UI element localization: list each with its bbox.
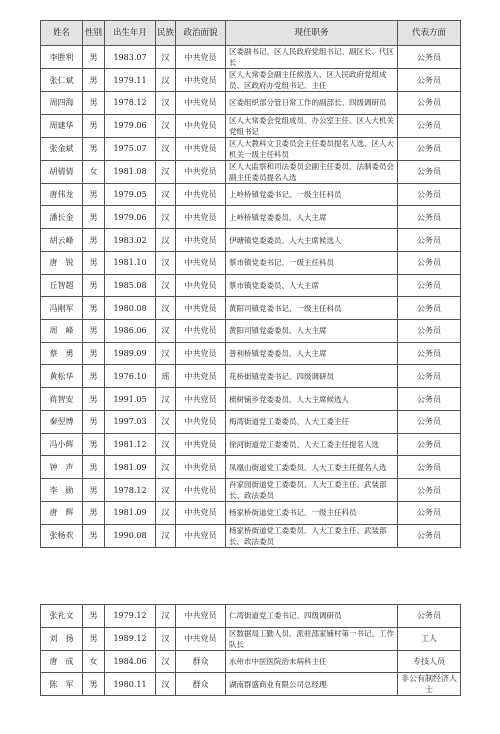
- cell-ethnicity: 汉: [156, 92, 176, 115]
- cell-ethnicity: 汉: [156, 605, 176, 628]
- cell-birth: 1979.05: [105, 183, 156, 206]
- cell-sex: 男: [83, 388, 105, 411]
- table-row: [41, 456, 461, 479]
- cell-duty: 徐河街道党工委委员、人大工委主任提名人选: [226, 433, 398, 456]
- cell-birth: 1981.10: [105, 251, 156, 274]
- cell-sex: 男: [83, 229, 105, 252]
- cell-party: 中共党员: [176, 627, 226, 650]
- cell-party: 中共党员: [176, 46, 226, 69]
- cell-party: 中共党员: [176, 297, 226, 320]
- cell-ethnicity: 瑶: [156, 365, 176, 388]
- cell-birth: 1997.03: [105, 410, 156, 433]
- cell-ethnicity: 汉: [156, 251, 176, 274]
- cell-birth: 1991.05: [105, 388, 156, 411]
- cell-rep: 公务员: [398, 605, 461, 628]
- cell-name: 唐伟龙: [41, 183, 83, 206]
- cell-sex: 男: [83, 297, 105, 320]
- cell-party: 中共党员: [176, 410, 226, 433]
- cell-party: 中共党员: [176, 433, 226, 456]
- cell-party: 中共党员: [176, 92, 226, 115]
- table-row: [41, 479, 461, 502]
- cell-ethnicity: 汉: [156, 114, 176, 137]
- cell-sex: 男: [83, 673, 105, 696]
- cell-party: 中共党员: [176, 251, 226, 274]
- cell-sex: 男: [83, 206, 105, 229]
- cell-duty: 区人大监察和司法委员会副主任委员、法制委员会副主任委员提名人选: [226, 160, 398, 183]
- cell-sex: 男: [83, 251, 105, 274]
- cell-name: 潘长金: [41, 206, 83, 229]
- cell-name: 钟 声: [41, 456, 83, 479]
- cell-birth: 1989.09: [105, 342, 156, 365]
- cell-sex: 男: [83, 410, 105, 433]
- cell-birth: 1981.12: [105, 433, 156, 456]
- cell-name: 张金斌: [41, 137, 83, 160]
- cell-name: 蔡 勇: [41, 342, 83, 365]
- table-row: [41, 297, 461, 320]
- table-row: [41, 342, 461, 365]
- cell-birth: 1983.07: [105, 46, 156, 69]
- cell-sex: 男: [83, 365, 105, 388]
- cell-ethnicity: 汉: [156, 297, 176, 320]
- cell-sex: 男: [83, 137, 105, 160]
- header-sex: 性别: [83, 21, 105, 46]
- cell-duty: 蔡市镇党委书记、一级主任科员: [226, 251, 398, 274]
- table-row: [41, 183, 461, 206]
- cell-name: 周四海: [41, 92, 83, 115]
- cell-rep: 公务员: [398, 46, 461, 69]
- cell-duty: 区委组织部分管日常工作的副部长、四级调研员: [226, 92, 398, 115]
- cell-rep: 公务员: [398, 524, 461, 547]
- table-row: [41, 605, 461, 628]
- cell-duty: 普利桥镇党委委员、人大主席: [226, 342, 398, 365]
- cell-name: 张礼文: [41, 605, 83, 628]
- table-row: [41, 229, 461, 252]
- table-row: [41, 627, 461, 650]
- cell-ethnicity: 汉: [156, 229, 176, 252]
- cell-name: 李胜利: [41, 46, 83, 69]
- cell-name: 冯小辉: [41, 433, 83, 456]
- table-row: [41, 365, 461, 388]
- cell-duty: 区委副书记、区人民政府党组书记、副区长、代区长: [226, 46, 398, 69]
- cell-birth: 1975.07: [105, 137, 156, 160]
- cell-rep: 非公有制经济人士: [398, 673, 461, 696]
- cell-party: 中共党员: [176, 69, 226, 92]
- cell-party: 中共党员: [176, 206, 226, 229]
- cell-duty: 伊塘镇党委委员、人大主席候选人: [226, 229, 398, 252]
- cell-name: 蒋智安: [41, 388, 83, 411]
- table-row: [41, 388, 461, 411]
- cell-name: 唐 锐: [41, 251, 83, 274]
- table-row: [41, 46, 461, 69]
- cell-ethnicity: 汉: [156, 673, 176, 696]
- cell-party: 群众: [176, 673, 226, 696]
- cell-birth: 1990.08: [105, 524, 156, 547]
- cell-sex: 男: [83, 92, 105, 115]
- cell-birth: 1989.12: [105, 627, 156, 650]
- cell-ethnicity: 汉: [156, 479, 176, 502]
- header-duty: 现任职务: [226, 21, 398, 46]
- cell-birth: 1976.10: [105, 365, 156, 388]
- cell-birth: 1978.12: [105, 479, 156, 502]
- cell-rep: 公务员: [398, 183, 461, 206]
- cell-name: 黄松华: [41, 365, 83, 388]
- cell-ethnicity: 汉: [156, 137, 176, 160]
- cell-sex: 男: [83, 320, 105, 343]
- cell-birth: 1980.08: [105, 297, 156, 320]
- cell-ethnicity: 汉: [156, 650, 176, 673]
- cell-ethnicity: 汉: [156, 627, 176, 650]
- cell-birth: 1981.09: [105, 456, 156, 479]
- cell-party: 中共党员: [176, 502, 226, 525]
- cell-party: 中共党员: [176, 183, 226, 206]
- cell-name: 胡倩倩: [41, 160, 83, 183]
- cell-party: 中共党员: [176, 342, 226, 365]
- table-row: [41, 274, 461, 297]
- cell-rep: 公务员: [398, 229, 461, 252]
- cell-rep: 公务员: [398, 92, 461, 115]
- cell-rep: 公务员: [398, 433, 461, 456]
- cell-birth: 1984.06: [105, 650, 156, 673]
- cell-party: 中共党员: [176, 320, 226, 343]
- cell-ethnicity: 汉: [156, 388, 176, 411]
- cell-sex: 男: [83, 46, 105, 69]
- cell-ethnicity: 汉: [156, 342, 176, 365]
- cell-birth: 1979.12: [105, 605, 156, 628]
- cell-name: 唐 成: [41, 650, 83, 673]
- cell-birth: 1986.06: [105, 320, 156, 343]
- cell-name: 丘智超: [41, 274, 83, 297]
- cell-ethnicity: 汉: [156, 160, 176, 183]
- cell-sex: 男: [83, 456, 105, 479]
- table-row: [41, 160, 461, 183]
- cell-birth: 1981.09: [105, 502, 156, 525]
- cell-rep: 工人: [398, 627, 461, 650]
- cell-birth: 1979.06: [105, 114, 156, 137]
- cell-name: 张杨欢: [41, 524, 83, 547]
- cell-name: 秦翌博: [41, 410, 83, 433]
- cell-birth: 1979.06: [105, 206, 156, 229]
- cell-party: 中共党员: [176, 479, 226, 502]
- table-row: [41, 410, 461, 433]
- cell-rep: 公务员: [398, 160, 461, 183]
- cell-name: 胡云峰: [41, 229, 83, 252]
- cell-duty: 黄阳司镇党委委员、人大主席: [226, 320, 398, 343]
- table-row: [41, 524, 461, 547]
- cell-rep: 公务员: [398, 251, 461, 274]
- table-row: [41, 433, 461, 456]
- cell-duty: 花桥街镇党委书记、四级调研员: [226, 365, 398, 388]
- cell-rep: 公务员: [398, 365, 461, 388]
- cell-ethnicity: 汉: [156, 274, 176, 297]
- cell-party: 中共党员: [176, 229, 226, 252]
- cell-sex: 男: [83, 274, 105, 297]
- cell-birth: 1985.08: [105, 274, 156, 297]
- table-row: [41, 320, 461, 343]
- cell-ethnicity: 汉: [156, 410, 176, 433]
- cell-party: 中共党员: [176, 365, 226, 388]
- cell-duty: 肖家园街道党工委委员、人大工委主任、武装部长、政法委员: [226, 479, 398, 502]
- cell-birth: 1983.02: [105, 229, 156, 252]
- cell-sex: 男: [83, 69, 105, 92]
- table-row: [41, 137, 461, 160]
- cell-duty: 区人大常委会党组成员、办公室主任、区人大机关党组书记: [226, 114, 398, 137]
- table-row: [41, 251, 461, 274]
- header-rep: 代表方面: [398, 21, 461, 46]
- cell-rep: 公务员: [398, 206, 461, 229]
- cell-birth: 1979.11: [105, 69, 156, 92]
- cell-sex: 女: [83, 650, 105, 673]
- cell-duty: 杨家桥街道党工委委员、人大工委主任、武装部长、政法委员: [226, 524, 398, 547]
- cell-birth: 1978.12: [105, 92, 156, 115]
- cell-ethnicity: 汉: [156, 433, 176, 456]
- cell-sex: 男: [83, 479, 105, 502]
- cell-name: 唐 辉: [41, 502, 83, 525]
- cell-duty: 凤凰山街道党工委委员、人大工委主任提名人选: [226, 456, 398, 479]
- table-row: [41, 502, 461, 525]
- header-ethnicity: 民族: [156, 21, 176, 46]
- cell-duty: 区数据局工勤人员、派驻邵家铺村第一书记、工作队长: [226, 627, 398, 650]
- cell-rep: 公务员: [398, 320, 461, 343]
- cell-rep: 公务员: [398, 297, 461, 320]
- cell-sex: 男: [83, 114, 105, 137]
- cell-duty: 永州市中医医院治未病科主任: [226, 650, 398, 673]
- cell-party: 群众: [176, 650, 226, 673]
- cell-ethnicity: 汉: [156, 502, 176, 525]
- cell-rep: 公务员: [398, 388, 461, 411]
- cell-name: 李 勋: [41, 479, 83, 502]
- cell-party: 中共党员: [176, 524, 226, 547]
- header-name: 姓名: [41, 21, 83, 46]
- cell-party: 中共党员: [176, 605, 226, 628]
- cell-birth: 1981.08: [105, 160, 156, 183]
- cell-name: 周建华: [41, 114, 83, 137]
- table-row: [41, 114, 461, 137]
- cell-name: 周 峰: [41, 320, 83, 343]
- cell-sex: 男: [83, 433, 105, 456]
- cell-birth: 1980.11: [105, 673, 156, 696]
- cell-duty: 上岭桥镇党委委员、人大主席: [226, 206, 398, 229]
- table-row: [41, 673, 461, 696]
- cell-ethnicity: 汉: [156, 69, 176, 92]
- cell-name: 张仁斌: [41, 69, 83, 92]
- cell-duty: 黄阳司镇党委书记、一级主任科员: [226, 297, 398, 320]
- cell-sex: 女: [83, 160, 105, 183]
- cell-sex: 男: [83, 183, 105, 206]
- cell-duty: 湖南群盛商业有限公司总经理: [226, 673, 398, 696]
- cell-rep: 公务员: [398, 410, 461, 433]
- cell-ethnicity: 汉: [156, 46, 176, 69]
- cell-duty: 仁湾街道党工委书记、四级调研员: [226, 605, 398, 628]
- cell-sex: 男: [83, 627, 105, 650]
- cell-sex: 男: [83, 524, 105, 547]
- cell-duty: 区人大常委会副主任候选人、区人民政府党组成员、区政府办党组书记、主任: [226, 69, 398, 92]
- table-row: [41, 206, 461, 229]
- candidate-table-main: [40, 20, 461, 548]
- cell-party: 中共党员: [176, 274, 226, 297]
- cell-rep: 专技人员: [398, 650, 461, 673]
- cell-rep: 公务员: [398, 69, 461, 92]
- header-party: 政治面貌: [176, 21, 226, 46]
- cell-party: 中共党员: [176, 160, 226, 183]
- cell-sex: 男: [83, 502, 105, 525]
- cell-sex: 男: [83, 342, 105, 365]
- cell-duty: 杨家桥街道党工委书记、一级主任科员: [226, 502, 398, 525]
- table-row: [41, 69, 461, 92]
- cell-rep: 公务员: [398, 342, 461, 365]
- cell-ethnicity: 汉: [156, 456, 176, 479]
- cell-rep: 公务员: [398, 274, 461, 297]
- cell-party: 中共党员: [176, 137, 226, 160]
- cell-duty: 区人大教科文卫委员会主任委员提名人选、区人大机关一级主任科员: [226, 137, 398, 160]
- cell-party: 中共党员: [176, 114, 226, 137]
- cell-ethnicity: 汉: [156, 320, 176, 343]
- cell-name: 陈 军: [41, 673, 83, 696]
- table-row: [41, 650, 461, 673]
- cell-ethnicity: 汉: [156, 524, 176, 547]
- cell-ethnicity: 汉: [156, 183, 176, 206]
- cell-rep: 公务员: [398, 114, 461, 137]
- cell-name: 冯刚军: [41, 297, 83, 320]
- cell-party: 中共党员: [176, 456, 226, 479]
- table-row: [41, 92, 461, 115]
- cell-duty: 蔡市镇党委委员、人大主席: [226, 274, 398, 297]
- cell-name: 刘 扬: [41, 627, 83, 650]
- cell-rep: 公务员: [398, 502, 461, 525]
- cell-ethnicity: 汉: [156, 206, 176, 229]
- cell-duty: 梅湾街道党工委委员、人大工委主任: [226, 410, 398, 433]
- candidate-table-continued: [40, 604, 461, 696]
- cell-duty: 上岭桥镇党委书记、一级主任科员: [226, 183, 398, 206]
- cell-rep: 公务员: [398, 456, 461, 479]
- cell-rep: 公务员: [398, 479, 461, 502]
- table-header-row: [41, 21, 461, 46]
- cell-rep: 公务员: [398, 137, 461, 160]
- cell-duty: 梳树铺乡党委委员、人大主席候选人: [226, 388, 398, 411]
- cell-party: 中共党员: [176, 388, 226, 411]
- header-birth: 出生年月: [105, 21, 156, 46]
- cell-sex: 男: [83, 605, 105, 628]
